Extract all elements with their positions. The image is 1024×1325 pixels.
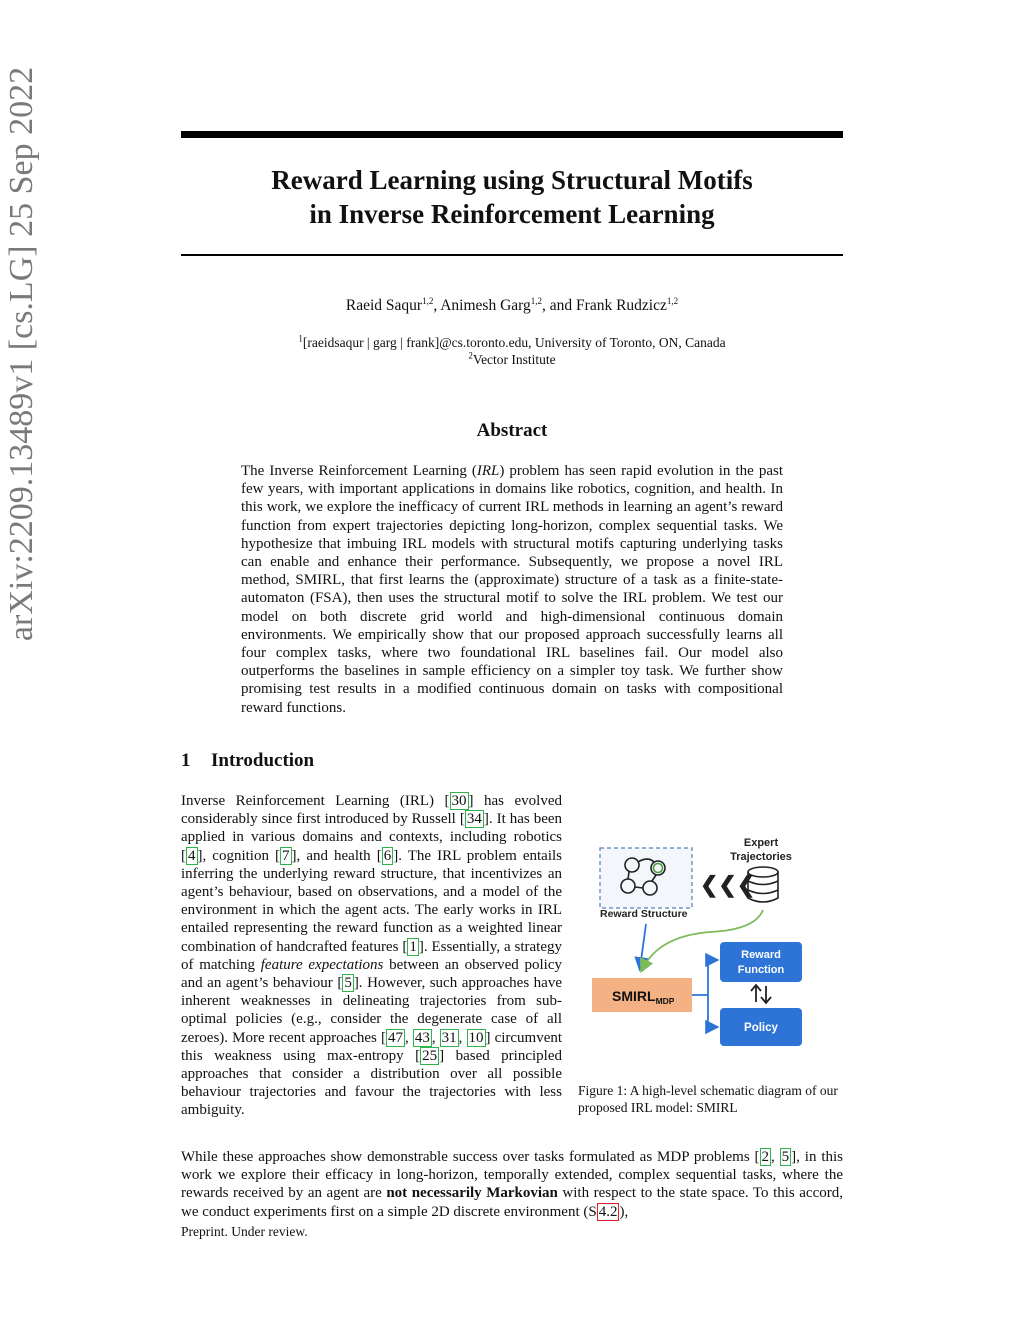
citation-link[interactable]: 43	[414, 1029, 430, 1046]
author-3-sup: 1,2	[666, 295, 679, 306]
reward-function-box	[720, 942, 802, 982]
section-number: 1	[181, 750, 191, 771]
intro-text: Inverse Reinforcement Learning (IRL) [	[181, 793, 450, 809]
intro-paragraph-2: While these approaches show demonstrable success over tasks formulated as MDP problems [ 2 , 5 ], in this work we explore their efficacy in long-horizon, temporally extended, complex sequential tasks, where the rewards received by an agent are not necessarily Markovian with respect to the state space. To this accord, we conduct experiments first on a simple 2D discrete environment (S 4.2 ),	[181, 1149, 843, 1220]
paper-title	[181, 163, 843, 231]
intro-text: ] circumvent this weakness using max-entropy [	[181, 1029, 563, 1064]
expert-label-2: Trajectories	[730, 851, 792, 863]
intro-text: ]. Essentially, a strategy of matching	[181, 938, 563, 973]
citation-link[interactable]: 5	[344, 975, 352, 992]
citation-link[interactable]: 5	[781, 1149, 790, 1165]
title-rule-top	[181, 131, 843, 138]
authors	[181, 297, 843, 315]
aff2-sup: 2	[468, 350, 473, 361]
author-1: Raeid Saqur	[345, 297, 423, 314]
intro-text: ], in this work we explore their efficacy in long-horizon, temporally extended, complex sequential tasks, where the rewards received by an agent are	[181, 1149, 843, 1202]
aff1-sup: 1	[298, 333, 303, 344]
expert-label-1: Expert	[743, 837, 779, 849]
citation-link[interactable]: 7	[282, 847, 290, 864]
author-3: , and Frank Rudzicz	[542, 297, 667, 314]
chevrons-icon: ❮❮❮	[700, 872, 756, 897]
up-down-arrows-icon	[751, 985, 771, 1003]
section-heading	[181, 750, 314, 772]
intro-text: ] has evolved considerably since first introduced by Russell [	[181, 793, 562, 828]
intro-text: ]. However, such approaches have inherent weaknesses in delineating trajectories from sub-optimal policies (e.g., consider the degenerate case of all zeroes). More recent approaches [	[181, 975, 562, 1046]
title-line-2: in Inverse Reinforcement Learning	[309, 199, 715, 229]
affiliation-1: [raeidsaqur | garg | frank]@cs.toronto.edu, University of Toronto, ON, Canada	[302, 335, 726, 350]
title-rule-bottom	[181, 254, 843, 256]
reward-structure-box	[600, 848, 692, 908]
title-line-1: Reward Learning using Structural Motifs	[271, 165, 753, 195]
arxiv-stamp: arXiv:2209.13489v1 [cs.LG] 25 Sep 2022	[3, 66, 40, 642]
abstract-heading: Abstract	[476, 420, 548, 441]
reward-structure-label: Reward Structure	[600, 908, 688, 920]
intro-italic: feature expectations	[260, 956, 384, 973]
reward-function-label-2: Function	[737, 964, 785, 976]
citation-link[interactable]: 10	[468, 1029, 484, 1046]
abstract-text-2: ) problem has seen rapid evolution in the past few years, with important applications in domains like robotics, cognition, and health. In this work, we explore the inefficacy of current IRL methods in learning an agent’s reward function from expert trajectories depicting long-horizon, complex sequential tasks. We hypothesize that imbuing IRL models with structural motifs capturing underlying tasks can enable and enhance their performance. Subsequently, we propose a novel IRL method, SMIRL, that first learns the (approximate) structure of a task as a finite-state-automaton (FSA), then uses the structural motif to solve the IRL problem. We test our model on both discrete grid world and high-dimensional continuous domain environments. We empirically show that our proposed approach successfully learns all four complex tasks, where two foundational IRL baselines fail. Our model also outperforms the baselines in sample efficiency on a simpler toy task. We further show promising test results in a modified continuous domain on tasks with compositional reward functions.	[241, 463, 783, 716]
figure-1-caption: Figure 1: A high-level schematic diagram of our proposed IRL model: SMIRL	[578, 1083, 838, 1115]
citation-link[interactable]: 47	[387, 1029, 403, 1046]
intro-text: ]. The IRL problem entails inferring the underlying reward structure, that incentivizes an agent’s behaviour, based on observations, and a model of the environment in which the agent acts. The early works in IRL entailed representing the reward function as a weighted linear combination of handcrafted features [	[181, 847, 562, 955]
intro-text: ], cognition [	[197, 847, 281, 864]
blue-arrow-down	[640, 924, 646, 968]
citation-link[interactable]: 31	[441, 1029, 457, 1046]
citation-link[interactable]: 4	[188, 847, 196, 864]
reward-function-label-1: Reward	[741, 949, 781, 961]
intro-text: ]. It has been applied in various domains and contexts, including robotics [	[181, 811, 563, 864]
citation-link[interactable]: 6	[383, 847, 392, 864]
intro-text: with respect to the state space. To this accord, we conduct experiments first on a simple 2D discrete environment (S	[181, 1185, 843, 1220]
figure-1-diagram	[580, 820, 842, 1060]
intro-text: ] based principled approaches that consider a distribution over all possible behaviour trajectories and favour the trajectories with less ambiguity.	[181, 1047, 562, 1119]
affiliations	[181, 334, 843, 368]
citation-link[interactable]: 34	[466, 811, 482, 828]
abstract-irl: IRL	[476, 463, 500, 479]
policy-label: Policy	[744, 1022, 778, 1034]
section-ref-link[interactable]: 4.2	[598, 1203, 618, 1220]
author-2: , Animesh Garg	[433, 297, 531, 314]
smirl-label: $SMIRL_{MDP}$	[612, 988, 675, 1006]
affiliation-2: Vector Institute	[472, 352, 556, 367]
intro-text: ),	[619, 1203, 629, 1220]
intro-bold: not necessarily Markovian	[386, 1185, 558, 1202]
abstract-text-1: The Inverse Reinforcement Learning (	[241, 463, 477, 479]
section-title: Introduction	[211, 750, 315, 771]
intro-paragraph-1: Inverse Reinforcement Learning (IRL) [ 30 ] has evolved considerably since first introduced by Russell [ 34 ]. It has been applied in various domains and contexts, including robotics [ 4 ], cognition [ 7 ], and health [ 6 ]. The IRL problem entails inferring the underlying reward structure, that incentivizes an agent’s behaviour, based on observations, and a model of the environment in which the agent acts. The early works in IRL entailed representing the reward function as a weighted linear combination of handcrafted features [ 1 ]. Essentially, a strategy of matching feature expectations between an observed policy and an agent’s behaviour [ 5 ]. However, such approaches have inherent weaknesses in delineating trajectories from sub-optimal policies (e.g., consider the degenerate case of all zeroes). More recent approaches [ 47 , 43 , 31 , 10 ] circumvent this weakness using max-entropy [ 25 ] based principled approaches that consider a distribution over all possible behaviour trajectories and favour the trajectories with less ambiguity.	[181, 793, 563, 1119]
connector-line	[692, 960, 718, 1027]
abstract-body	[241, 462, 783, 717]
author-1-sup: 1,2	[422, 295, 434, 306]
citation-link[interactable]: 2	[761, 1149, 770, 1165]
intro-text: between an observed policy and an agent’s behaviour [	[181, 956, 562, 992]
intro-text: ], and health [	[291, 847, 382, 864]
author-2-sup: 1,2	[530, 295, 543, 306]
intro-text: While these approaches show demonstrable success over tasks formulated as MDP problems [	[181, 1149, 760, 1165]
citation-link[interactable]: 30	[451, 793, 467, 809]
footer-note: Preprint. Under review.	[181, 1224, 308, 1239]
citation-link[interactable]: 25	[422, 1047, 438, 1064]
citation-link[interactable]: 1	[409, 938, 417, 955]
